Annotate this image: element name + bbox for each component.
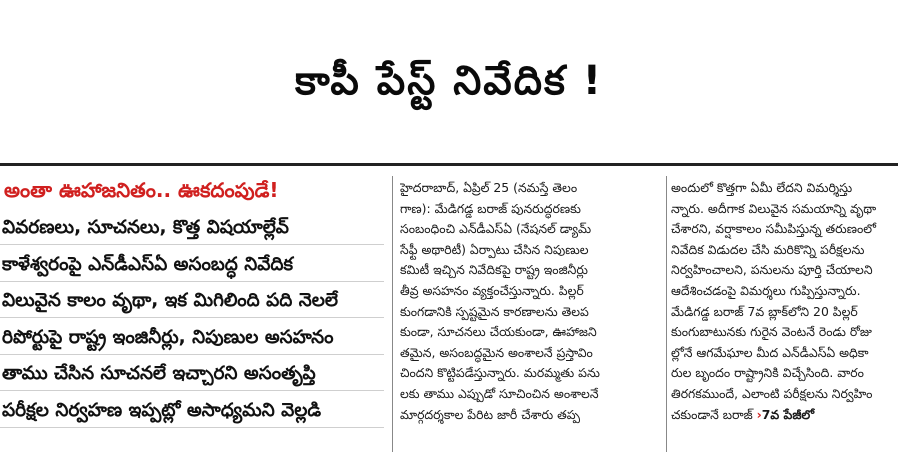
continued-page-link[interactable]: 7వ పేజీలో <box>761 406 815 422</box>
body-line: నివేదిక విడుదల చేసి మరికొన్ని పరీక్షలను <box>671 241 865 257</box>
body-line: న్నారు. అదీగాక విలువైన సమయాన్ని వృథా <box>671 200 877 216</box>
deck-line: వివరణలు, సూచనలు, కొత్త విషయాల్లేవ్ <box>0 212 384 245</box>
deck-line: తాము చేసిన సూచనలే ఇచ్చారని అసంతృప్తి <box>0 358 384 391</box>
body-line: తమైన, అసంబద్ధమైన అంశాలనే ప్రస్తావిం <box>400 344 593 360</box>
deck-block <box>0 170 388 464</box>
body-line-text: చకుండానే బరాజ్ <box>671 406 753 422</box>
body-line: చేశారని, వర్షాకాలం సమీపిస్తున్న తరుణంలో <box>671 221 876 237</box>
headline-rule <box>0 163 898 166</box>
body-line: నిర్వహించాలని, పనులను పూర్తి చేయాలని <box>671 262 873 278</box>
body-line: కుంగుబాటునకు గురైన వెంటనే రెండు రోజు <box>671 324 872 340</box>
deck-line: పరీక్షల నిర్వహణ ఇప్పట్లో అసాధ్యమని వెల్లడి <box>0 395 384 428</box>
kicker: అంతా ఊహాజనితం.. ఊకదంపుడే! <box>4 178 279 202</box>
body-line: రుల బృందం రాష్ట్రానికి విచ్చేసింది. వారం <box>671 365 864 381</box>
deck-line: కాళేశ్వరంపై ఎన్‌డీఎస్‌ఏ అసంబద్ధ నివేదిక <box>0 249 384 282</box>
headline: కాపీ పేస్ట్ నివేదిక ! <box>294 58 604 104</box>
deck-line: విలువైన కాలం వృథా, ఇక మిగిలింది పది నెలలే <box>0 285 384 318</box>
body-line: లకు తాము ఎప్పుడో సూచించిన అంశాలనే <box>400 385 599 401</box>
column-divider <box>666 176 667 452</box>
deck-line: రిపోర్టుపై రాష్ట్ర ఇంజినీర్లు, నిపుణుల అసహనం <box>0 322 384 355</box>
body-line: చిందని కొట్టిపడేస్తున్నారు. మరమ్మతు పను <box>400 365 600 381</box>
body-line: కుంగడానికి స్పష్టమైన కారణాలను తెలప <box>400 303 589 319</box>
body-line: ల్లోనే ఆగమేఘాల మీద ఎన్‌డీఎస్‌ఏ అధికా <box>671 344 869 360</box>
body-line: కుండా, సూచనలు చేయకుండా, ఊహాజని <box>400 324 597 340</box>
body-column-1 <box>400 178 662 458</box>
body-line: మార్గదర్శకాల పేరిట జారీ చేశారు తప్ప <box>400 406 581 422</box>
body-line: హైదరాబాద్, ఏప్రిల్ 25 (నమస్తే తెలం <box>400 180 578 195</box>
body-line-last <box>671 405 893 426</box>
column-divider <box>392 176 393 452</box>
body-line: మేడిగడ్డ బరాజ్ 7వ బ్లాక్‌లోని 20 పిల్లర్ <box>671 303 858 319</box>
deck-list <box>0 212 384 431</box>
body-line: సంబంధించి ఎన్‌డీఎస్‌ఏ (నేషనల్ డ్యామ్ <box>400 221 592 237</box>
body-line: తీవ్ర అసహనం వ్యక్తంచేస్తున్నారు. పిల్లర్ <box>400 282 584 298</box>
body-line: సేఫ్టీ అథారిటీ) ఏర్పాటు చేసిన నిపుణుల <box>400 241 589 257</box>
continued-arrow-icon: › <box>756 406 762 422</box>
body-line: గాణ): మేడిగడ్డ బరాజ్ పునరుద్ధరణకు <box>400 200 581 216</box>
body-line: తిరగకముందే, ఎలాంటి పరీక్షలను నిర్వహిం <box>671 385 873 401</box>
body-line: కమిటీ ఇచ్చిన నివేదికపై రాష్ట్ర ఇంజినీర్లు <box>400 262 588 278</box>
body-column-2 <box>671 178 893 458</box>
body-line: అందులో కొత్తగా ఏమీ లేదని విమర్శిస్తు <box>671 180 853 195</box>
body-line: ఆదేశించడంపై విమర్శలు గుప్పిస్తున్నారు. <box>671 282 861 298</box>
